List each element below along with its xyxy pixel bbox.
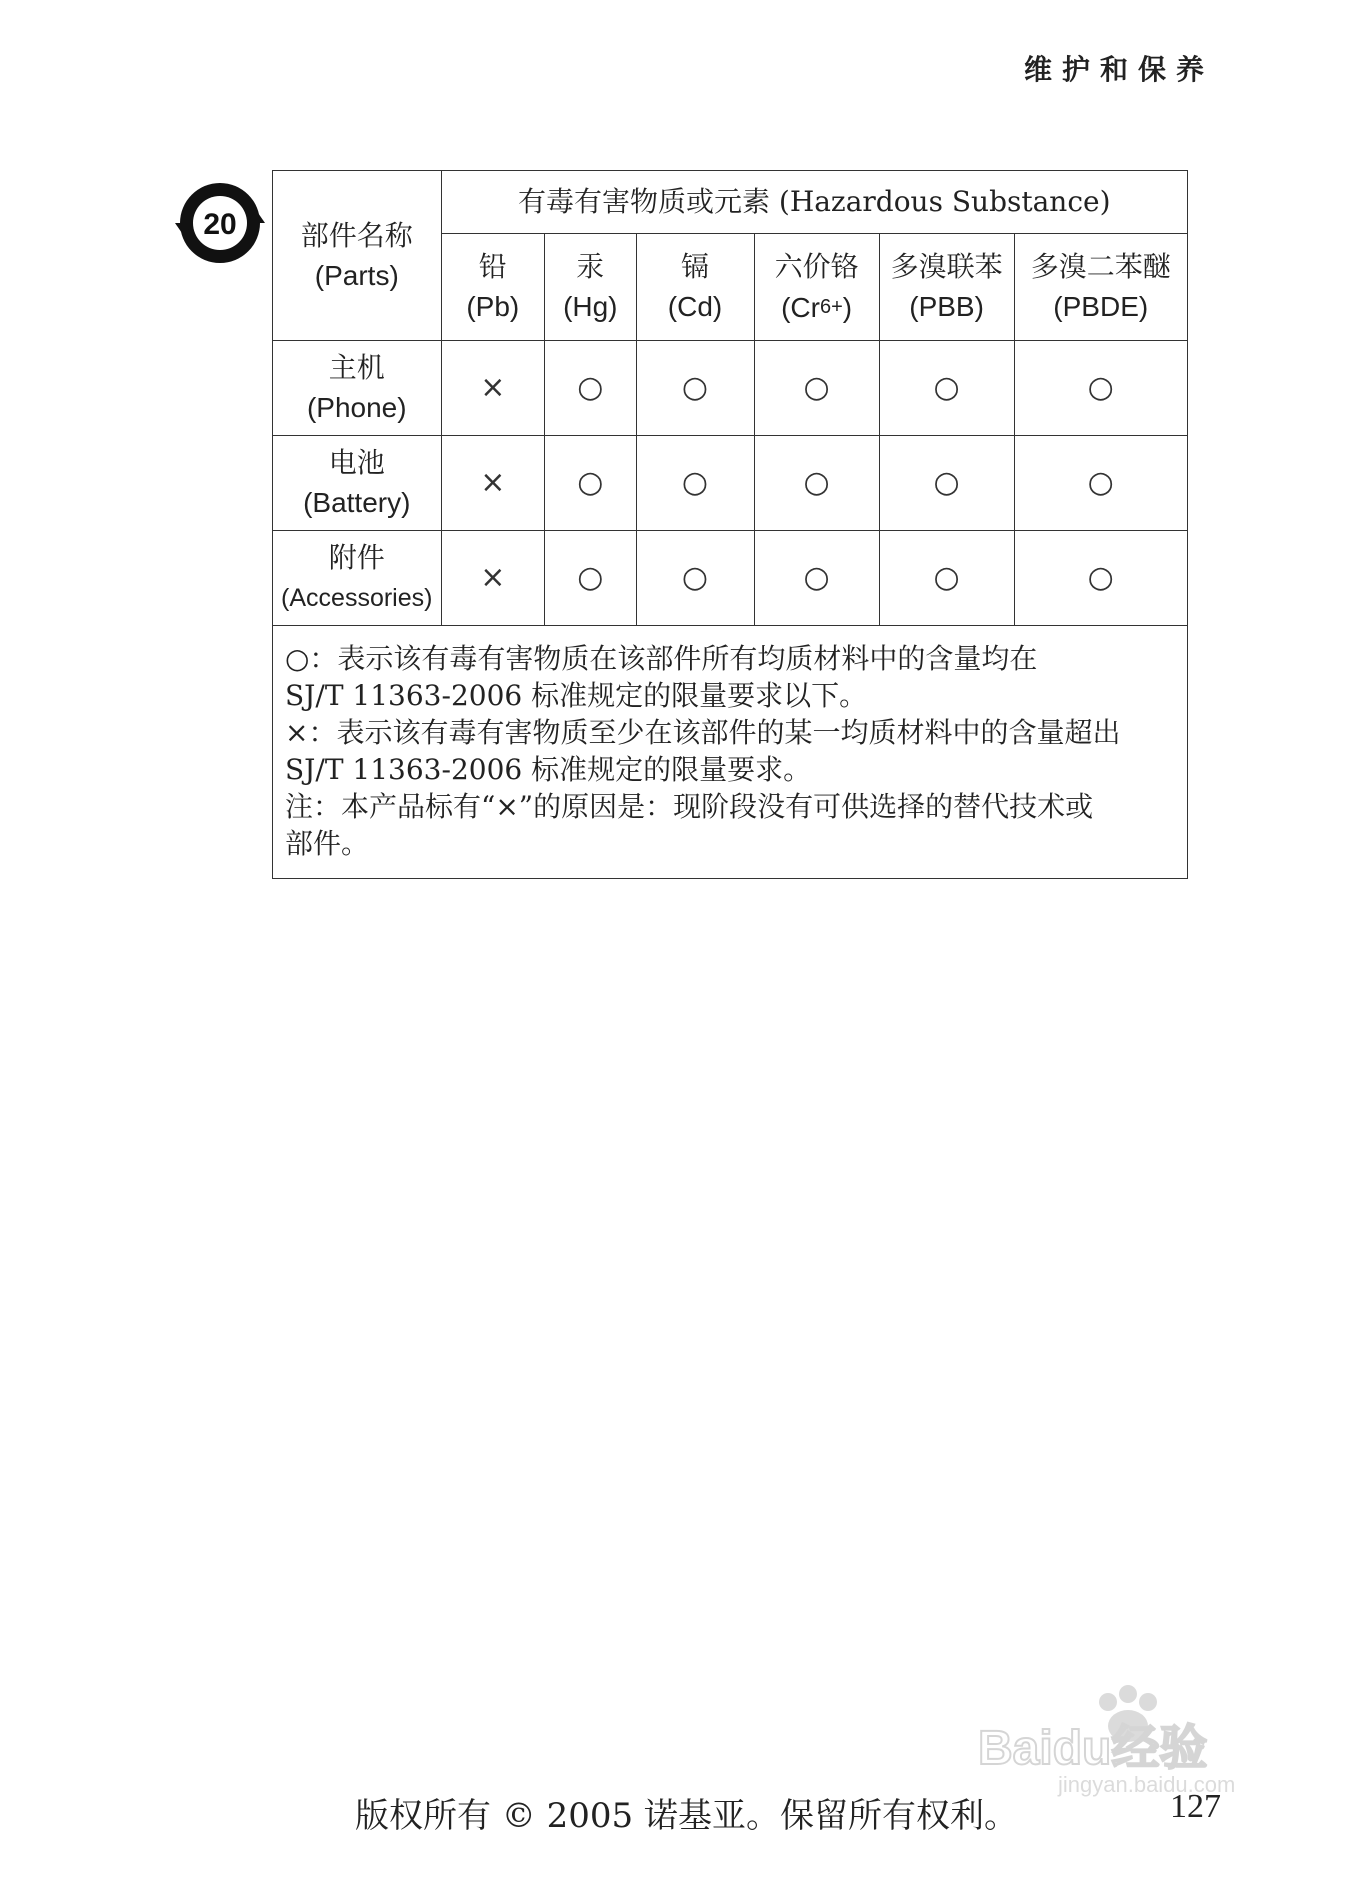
table-cell: ○: [879, 341, 1014, 436]
table-row-accessories: [273, 531, 1188, 626]
table-cell: ○: [545, 436, 636, 531]
table-cell: ×: [441, 531, 545, 626]
row-label: 电池 (Battery): [273, 436, 442, 531]
note-line: 部件。: [285, 827, 370, 860]
section-title: 维护和保养: [1023, 53, 1214, 86]
watermark-url: jingyan.baidu.com: [1058, 1772, 1236, 1797]
substance-group-header: 有毒有害物质或元素 (Hazardous Substance): [441, 171, 1187, 234]
note-line: SJ/T 11363-2006 标准规定的限量要求以下。: [285, 679, 868, 712]
column-header-pb: 铅 (Pb): [441, 234, 545, 341]
table-cell: ○: [545, 341, 636, 436]
column-header-hg: 汞 (Hg): [545, 234, 636, 341]
table-cell: ○: [636, 531, 754, 626]
watermark-brand: Baidu经验: [978, 1722, 1208, 1775]
footer-copyright: 版权所有 © 2005 诺基亚。保留所有权利。: [355, 1796, 1018, 1836]
table-cell: ○: [1014, 531, 1187, 626]
note-line: SJ/T 11363-2006 标准规定的限量要求。: [285, 753, 812, 786]
table-cell: ×: [441, 341, 545, 436]
table-cell: ○: [754, 531, 879, 626]
row-label: 附件 (Accessories): [273, 531, 442, 626]
table-cell: ○: [636, 341, 754, 436]
note-line: ○：表示该有毒有害物质在该部件所有均质材料中的含量均在: [285, 642, 1038, 675]
table-cell: ○: [879, 531, 1014, 626]
table-row-phone: [273, 341, 1188, 436]
parts-header: 部件名称 (Parts): [273, 171, 442, 341]
logo-number: 20: [203, 208, 237, 241]
baidu-watermark: [968, 1680, 1288, 1800]
note-line: ×：表示该有毒有害物质至少在该部件的某一均质材料中的含量超出: [285, 716, 1121, 749]
environmental-use-period-logo: [175, 178, 265, 268]
notes-row: [273, 626, 1188, 879]
row-label: 主机 (Phone): [273, 341, 442, 436]
table-cell: ○: [754, 341, 879, 436]
column-header-pbb: 多溴联苯 (PBB): [879, 234, 1014, 341]
table-cell: ○: [754, 436, 879, 531]
table-cell: ○: [879, 436, 1014, 531]
hazardous-substance-table: [272, 170, 1188, 879]
table-cell: ○: [1014, 436, 1187, 531]
table-row-battery: [273, 436, 1188, 531]
table-cell: ○: [636, 436, 754, 531]
page-number: 127: [1170, 1788, 1221, 1825]
table-cell: ×: [441, 436, 545, 531]
table-cell: ○: [1014, 341, 1187, 436]
column-header-cd: 镉 (Cd): [636, 234, 754, 341]
table-cell: ○: [545, 531, 636, 626]
notes-cell: [273, 626, 1188, 879]
note-line: 注：本产品标有“×”的原因是：现阶段没有可供选择的替代技术或: [285, 790, 1094, 823]
column-header-cr6: 六价铬 $(Cr^{6+})$: [754, 234, 879, 341]
column-header-pbde: 多溴二苯醚 (PBDE): [1014, 234, 1187, 341]
